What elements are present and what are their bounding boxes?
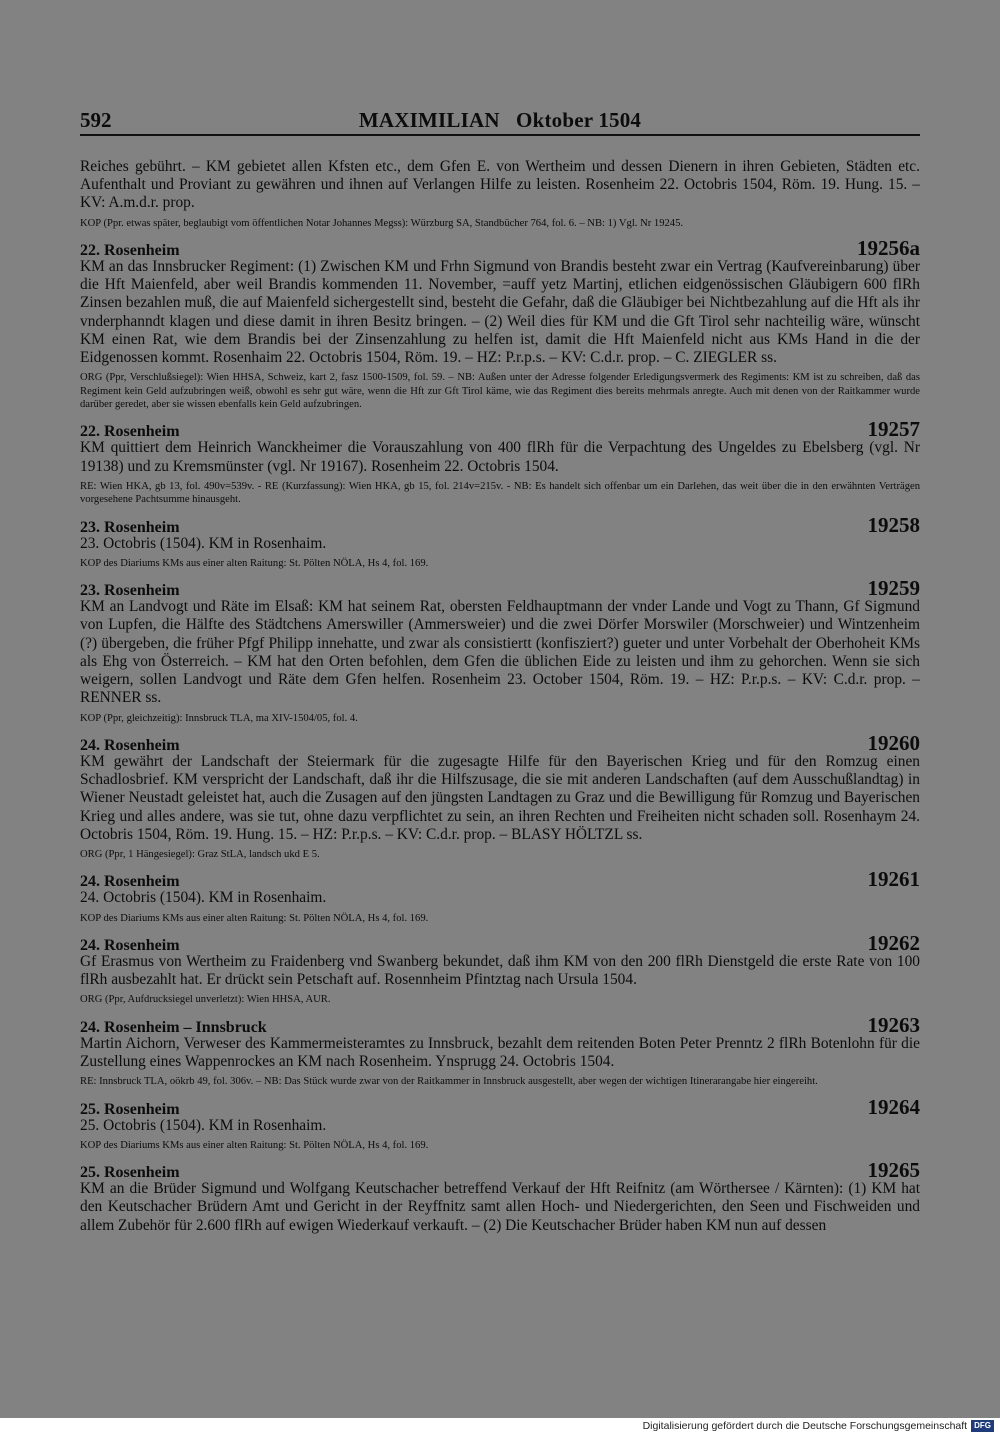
regest-entry [80, 578, 920, 725]
page-header [80, 108, 920, 136]
entry-head [80, 730, 920, 755]
regest-entry [80, 1160, 920, 1235]
entry-date: 23. Rosenheim [80, 582, 180, 600]
entry-date: 22. Rosenheim [80, 242, 180, 260]
entry-text: Gf Erasmus von Wertheim zu Fraidenberg vnd Swanberg bekundet, daß ihm KM von den 200 flRh Dienstgeld die erste Rate von 100 flRh ausbezahlt hat. Er drückt sein Petschaft auf. Rosennheim Pfintztag nach Ursula 1504. [80, 952, 920, 989]
entry-note: RE: Innsbruck TLA, oökrb 49, fol. 306v. – NB: Das Stück wurde zwar von der Raitkammer in Innsbruck ausgestellt, aber wegen der wichtigen Itinerarangabe hier eingereiht. [80, 1076, 818, 1088]
entry-note: KOP des Diariums KMs aus einer alten Raitung: St. Pölten NÖLA, Hs 4, fol. 169. [80, 912, 429, 924]
regest-entry [80, 512, 920, 571]
page-content [80, 158, 920, 1243]
entry-text: 25. Octobris (1504). KM in Rosenhaim. [80, 1116, 327, 1134]
header-rule [80, 134, 920, 136]
entry-number: 19258 [867, 512, 920, 537]
entry-note: RE: Wien HKA, gb 13, fol. 490v=539v. - RE (Kurzfassung): Wien HKA, gb 15, fol. 214v=215v. - NB: Es handelt sich offenbar um ein Darlehen, das weit über die in den erwähnten Verträgen vorgesehene Pachtsumme hinausgeht. [80, 480, 920, 506]
entry-number: 19257 [867, 417, 920, 442]
regest-entry [80, 419, 920, 506]
entry-note: ORG (Ppr, Verschlußsiegel): Wien HHSA, Schweiz, kart 2, fasz 1500-1509, fol. 59. – NB: Außen unter der Adresse folgender Erledigungsvermerk des Regiments: KM ist zu schreiben, daß das Regiment kein Geld aufzubringen weiß, obwohl es sehr gut wäre, wenn die Hft zur Gft Tirol käme, wie das Regiment dies bereits mehrmals anregte. Auch mit denen von der Raitkammer wurde darüber geredet, aber sie wissen ebenfalls kein Geld aufzubringen. [80, 372, 920, 411]
entry-date: 24. Rosenheim [80, 873, 180, 891]
dfg-logo: DFG [971, 1420, 994, 1432]
running-title: MAXIMILIAN Oktober 1504 [358, 108, 642, 132]
entry-date: 24. Rosenheim – Innsbruck [80, 1018, 267, 1036]
entry-head [80, 930, 920, 955]
page-number: 592 [80, 108, 112, 132]
entry-text: KM an das Innsbrucker Regiment: (1) Zwischen KM und Frhn Sigmund von Brandis besteht zwar ein Vertrag (Kaufvereinbarung) über die Hft Maienfeld, aber weil Brandis kommenden 11. November, =auff yetz Martinj, etlichen eidgenössischen Gläubigern 600 flRh Zinsen bezahlen muß, die auf Maienfeld sichergestellt sind, besteht die Gefahr, daß die Gläubiger bei Nichtbezahlung auf die Hft als ihr vnderphanndt klagen und diese damit in ihren Besitz bringen. – (2) Weil dies für KM und die Gft Tirol sehr nachteilig wäre, wünscht KM einen Rat, wie dem Brandis bei der Zinsenzahlung zu helfen ist, damit die Hft Maienfeld nicht aus KMs Hand in die der Eidgenossen kommt. Rosenhaim 22. Octobris 1504, Röm. 19. – HZ: P.r.p.s. – KV: C.d.r. prop. – C. ZIEGLER ss. [80, 258, 920, 367]
entry-note: KOP (Ppr. etwas später, beglaubigt vom öffentlichen Notar Johannes Megss): Würzburg SA, Standbücher 764, fol. 6. – NB: 1) Vgl. Nr 19245. [80, 217, 684, 229]
entry-number: 19262 [867, 930, 920, 955]
entry-number: 19265 [867, 1158, 920, 1183]
entry-number: 19263 [867, 1012, 920, 1037]
regest-entry [80, 869, 920, 925]
entry-note: ORG (Ppr, Aufdrucksiegel unverletzt): Wien HHSA, AUR. [80, 994, 331, 1006]
footer-text: Digitalisierung gefördert durch die Deutsche Forschungsgemeinschaft [642, 1420, 968, 1432]
entry-date: 25. Rosenheim [80, 1164, 180, 1182]
entry-number: 19260 [867, 730, 920, 755]
entry-head [80, 236, 920, 261]
entry-date: 24. Rosenheim [80, 936, 180, 954]
entry-head [80, 867, 920, 892]
entry-number: 19256a [857, 236, 920, 261]
entry-date: 25. Rosenheim [80, 1100, 180, 1118]
entry-text: KM an Landvogt und Räte im Elsaß: KM hat seinem Rat, obersten Feldhauptmann der vnder Lande und Vogt zu Thann, Gf Sigmund von Lupfen, die Hälfte des Städtchens Amerswiller (Ammersweier) und die zwei Dörfer Morswiler (Morschweier) und Wintzenheim (?) übergeben, die früher Pfgf Philipp innehatte, und zwar als consistiertt (konfisziert?) gueter und unter Vorbehalt der Oberhoheit KMs als Ehg von Österreich. – KM hat den Orten befohlen, dem Gfen die üblichen Eide zu leisten und ihm zu gehorchen. Wenn sie sich weigern, sollen Landvogt und Räte dem Gfen helfen. Rosenheim 23. October 1504, Röm. 19. – HZ: P.r.p.s. – KV: C.d.r. prop. – RENNER ss. [80, 598, 920, 707]
entry-text: 24. Octobris (1504). KM in Rosenhaim. [80, 889, 327, 907]
entry-text: Reiches gebührt. – KM gebietet allen Kfsten etc., dem Gfen E. von Wertheim und dessen Dienern in ihren Gebieten, Städten etc. Aufenthalt und Proviant zu gewähren und ihnen auf Verlangen Hilfe zu leisten. Rosenheim 22. Octobris 1504, Röm. 19. Hung. 15. – KV: A.m.d.r. prop. [80, 158, 920, 212]
continuation-entry [80, 158, 920, 230]
entry-text: KM quittiert dem Heinrich Wanckheimer die Vorauszahlung von 400 flRh für die Verpachtung des Ungeldes zu Ebelsberg (vgl. Nr 19138) und zu Kremsmünster (vgl. Nr 19167). Rosenheim 22. Octobris 1504. [80, 439, 920, 475]
regest-entry [80, 238, 920, 411]
entry-text: 23. Octobris (1504). KM in Rosenhaim. [80, 534, 327, 552]
entry-number: 19261 [867, 867, 920, 892]
entry-date: 22. Rosenheim [80, 423, 180, 441]
entry-head [80, 1012, 920, 1037]
regest-entry [80, 1012, 920, 1089]
entry-head [80, 512, 920, 537]
entry-head [80, 1158, 920, 1183]
entry-note: KOP des Diariums KMs aus einer alten Raitung: St. Pölten NÖLA, Hs 4, fol. 169. [80, 1139, 429, 1151]
entry-date: 23. Rosenheim [80, 518, 180, 536]
entry-text: Martin Aichorn, Verweser des Kammermeisteramtes zu Innsbruck, bezahlt dem reitenden Boten Peter Prenntz 2 flRh Botenlohn für die Zustellung eines Wappenrockes an KM nach Rosenheim. Ynsprugg 24. Octobris 1504. [80, 1034, 920, 1070]
entry-head [80, 1094, 920, 1119]
regest-entry [80, 930, 920, 1007]
entry-note: KOP (Ppr, gleichzeitig): Innsbruck TLA, ma XIV-1504/05, fol. 4. [80, 712, 358, 724]
regest-entry [80, 1094, 920, 1153]
entry-head [80, 417, 920, 442]
entry-text: KM gewährt der Landschaft der Steiermark für die zugesagte Hilfe für den Bayerischen Krieg und für den Romzug einen Schadlosbrief. KM verspricht der Landschaft, daß ihr die Hilfszusage, die sie mit anderen Landschaften (auf dem Ausschußlandtag) in Wiener Neustadt geleistet hat, auch die Zusagen auf den jüngsten Landtagen zu Graz und die Bewilligung für Romzug und Bayerischen Krieg und alles andere, was sie tut, ohne dazu verpflichtet zu sein, an ihren Rechten und Freiheiten nicht schaden soll. Rosenhaym 24. Octobris 1504, Röm. 19. Hung. 15. – HZ: P.r.p.s. – KV: C.d.r. prop. – BLASY HÖLTZL ss. [80, 752, 920, 843]
entry-note: ORG (Ppr, 1 Hängesiegel): Graz StLA, landsch ukd E 5. [80, 848, 320, 860]
entry-number: 19259 [867, 576, 920, 601]
regest-entry [80, 730, 920, 861]
entry-date: 24. Rosenheim [80, 736, 180, 754]
entry-note: KOP des Diariums KMs aus einer alten Raitung: St. Pölten NÖLA, Hs 4, fol. 169. [80, 557, 429, 569]
entry-number: 19264 [867, 1094, 920, 1119]
footer-credit [643, 1418, 994, 1434]
entry-head [80, 576, 920, 601]
entry-text: KM an die Brüder Sigmund und Wolfgang Keutschacher betreffend Verkauf der Hft Reifnitz (am Wörthersee / Kärnten): (1) KM hat den Keutschacher Brüdern Amt und Gericht in der Reyffnitz samt allen Hoch- und Niedergerichten, den Seen und Fischweiden und allem Zubehör für 2.600 flRh auf ewigen Wiederkauf verkauft. – (2) Die Keutschacher Brüder haben KM nun auf dessen [80, 1180, 920, 1234]
